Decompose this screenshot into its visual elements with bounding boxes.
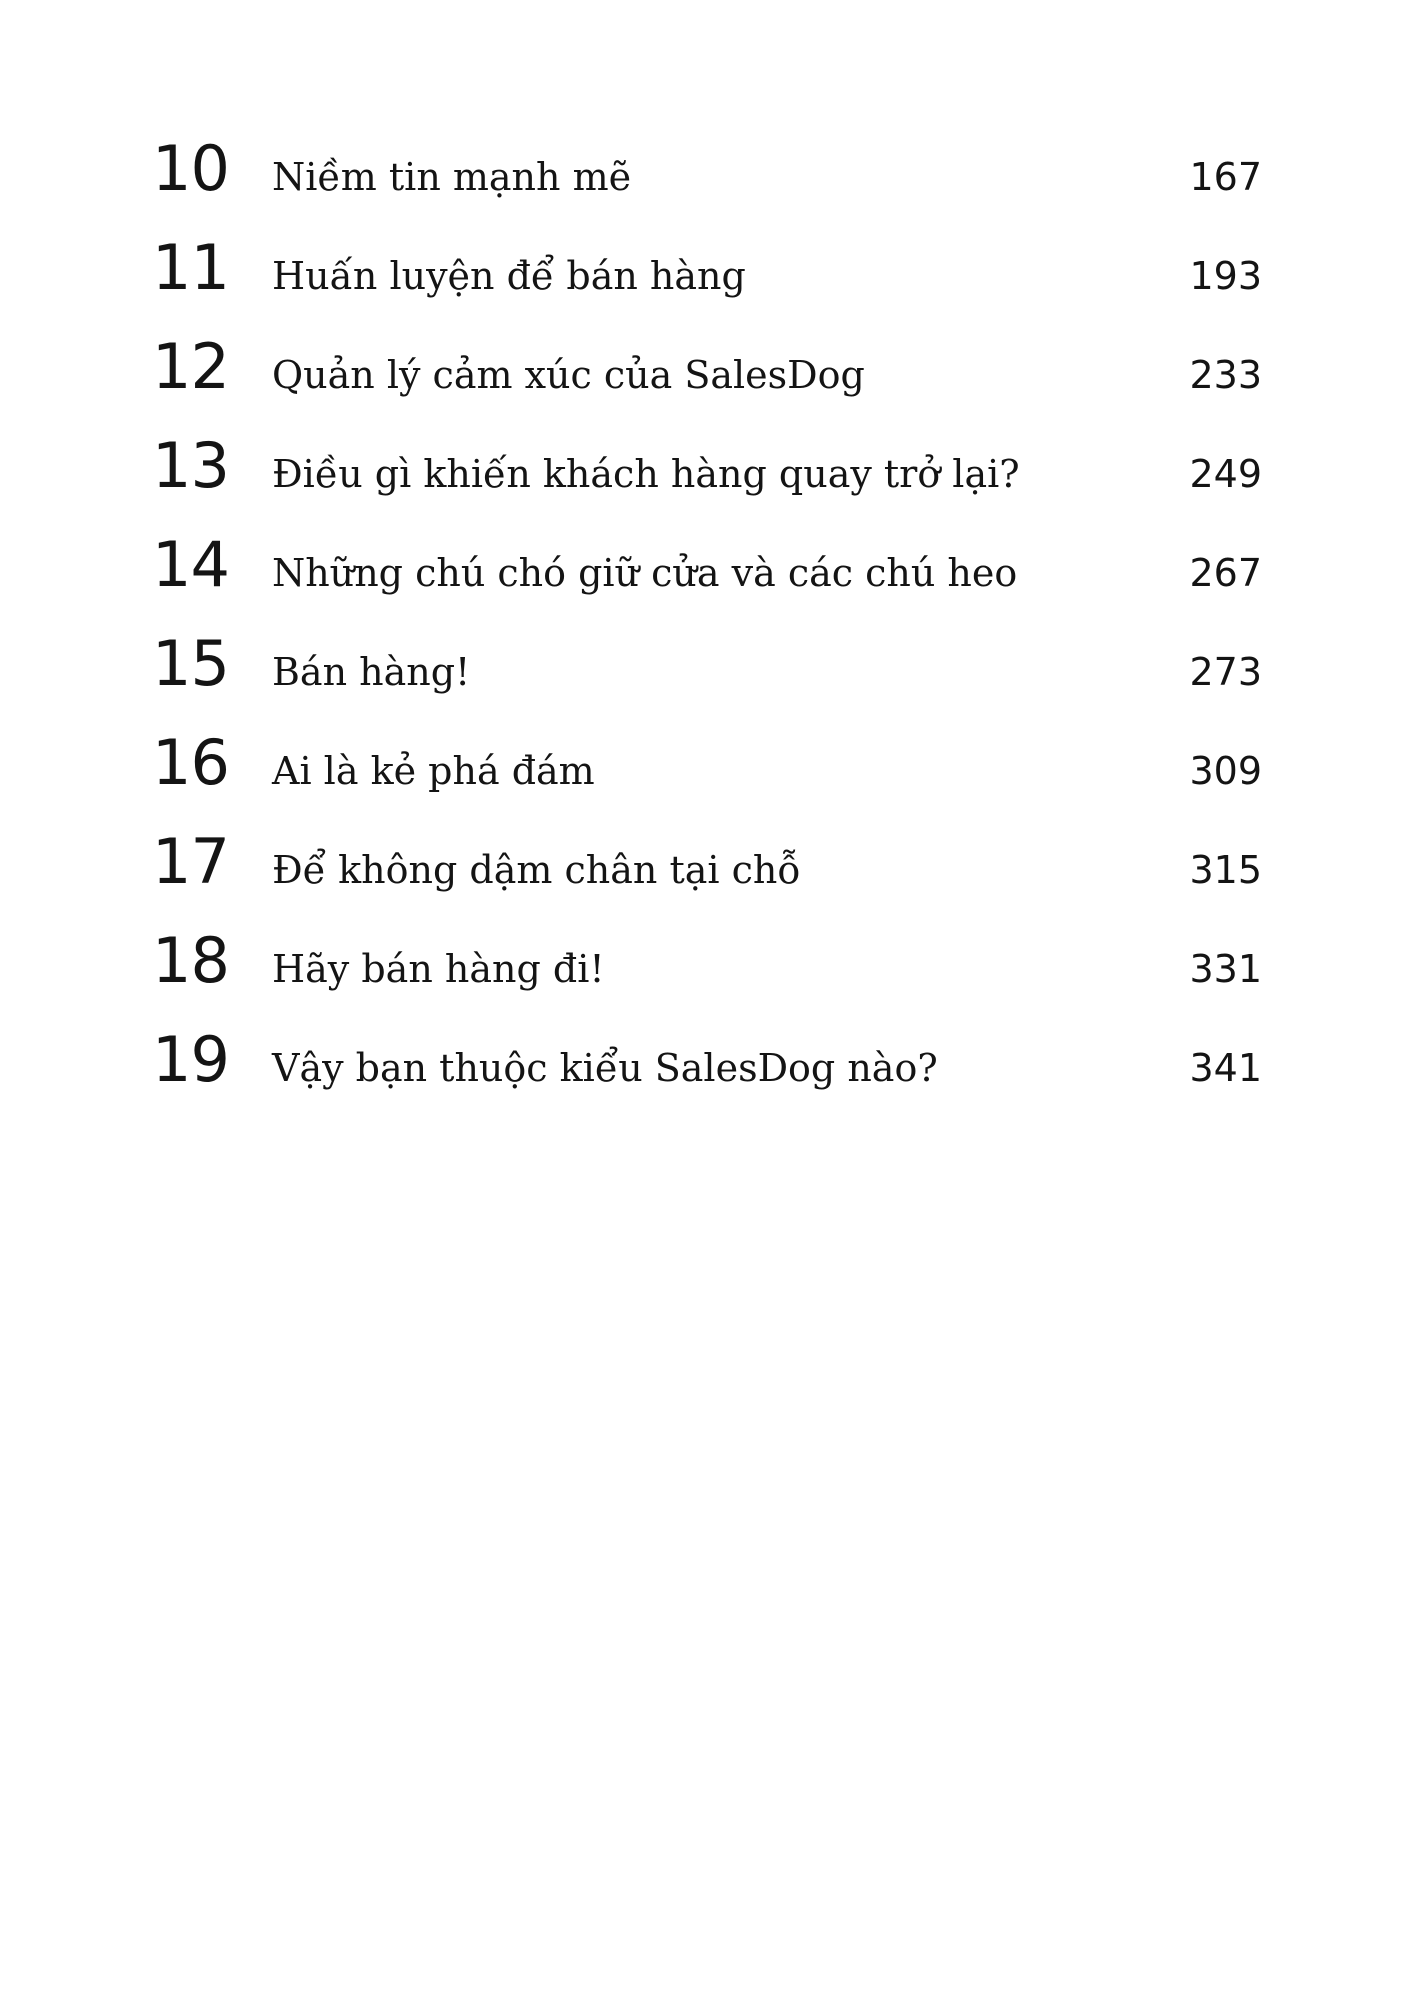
chapter-page-number: 249 xyxy=(1189,452,1262,496)
chapter-page-number: 233 xyxy=(1189,353,1262,397)
chapter-number: 12 xyxy=(152,330,229,403)
chapter-number: 18 xyxy=(152,924,229,997)
chapter-title: Điều gì khiến khách hàng quay trở lại? xyxy=(272,452,1020,496)
chapter-title: Vậy bạn thuộc kiểu SalesDog nào? xyxy=(272,1046,938,1090)
chapter-page-number: 167 xyxy=(1189,155,1262,199)
toc-entry xyxy=(152,330,1262,435)
chapter-page-number: 309 xyxy=(1189,749,1262,793)
toc-entry xyxy=(152,528,1262,633)
chapter-title: Bán hàng! xyxy=(272,650,471,694)
chapter-title: Hãy bán hàng đi! xyxy=(272,947,605,991)
chapter-number: 13 xyxy=(152,429,229,502)
toc-entry xyxy=(152,825,1262,930)
toc-entry xyxy=(152,924,1262,1029)
chapter-number: 16 xyxy=(152,726,229,799)
chapter-page-number: 341 xyxy=(1189,1046,1262,1090)
chapter-page-number: 267 xyxy=(1189,551,1262,595)
toc-entry xyxy=(152,1023,1262,1128)
chapter-number: 10 xyxy=(152,132,229,205)
toc-entry xyxy=(152,132,1262,237)
chapter-page-number: 273 xyxy=(1189,650,1262,694)
chapter-title: Huấn luyện để bán hàng xyxy=(272,254,746,298)
toc-entry xyxy=(152,231,1262,336)
chapter-number: 19 xyxy=(152,1023,229,1096)
chapter-number: 17 xyxy=(152,825,229,898)
toc-entry xyxy=(152,627,1262,732)
chapter-page-number: 331 xyxy=(1189,947,1262,991)
chapter-page-number: 315 xyxy=(1189,848,1262,892)
chapter-title: Niềm tin mạnh mẽ xyxy=(272,155,632,199)
chapter-number: 11 xyxy=(152,231,229,304)
chapter-title: Những chú chó giữ cửa và các chú heo xyxy=(272,551,1018,595)
chapter-number: 15 xyxy=(152,627,229,700)
toc-entry xyxy=(152,429,1262,534)
toc-entry xyxy=(152,726,1262,831)
table-of-contents xyxy=(152,132,1262,1128)
chapter-number: 14 xyxy=(152,528,229,601)
chapter-title: Để không dậm chân tại chỗ xyxy=(272,848,801,892)
chapter-title: Ai là kẻ phá đám xyxy=(272,749,595,793)
chapter-title: Quản lý cảm xúc của SalesDog xyxy=(272,353,865,397)
chapter-page-number: 193 xyxy=(1189,254,1262,298)
